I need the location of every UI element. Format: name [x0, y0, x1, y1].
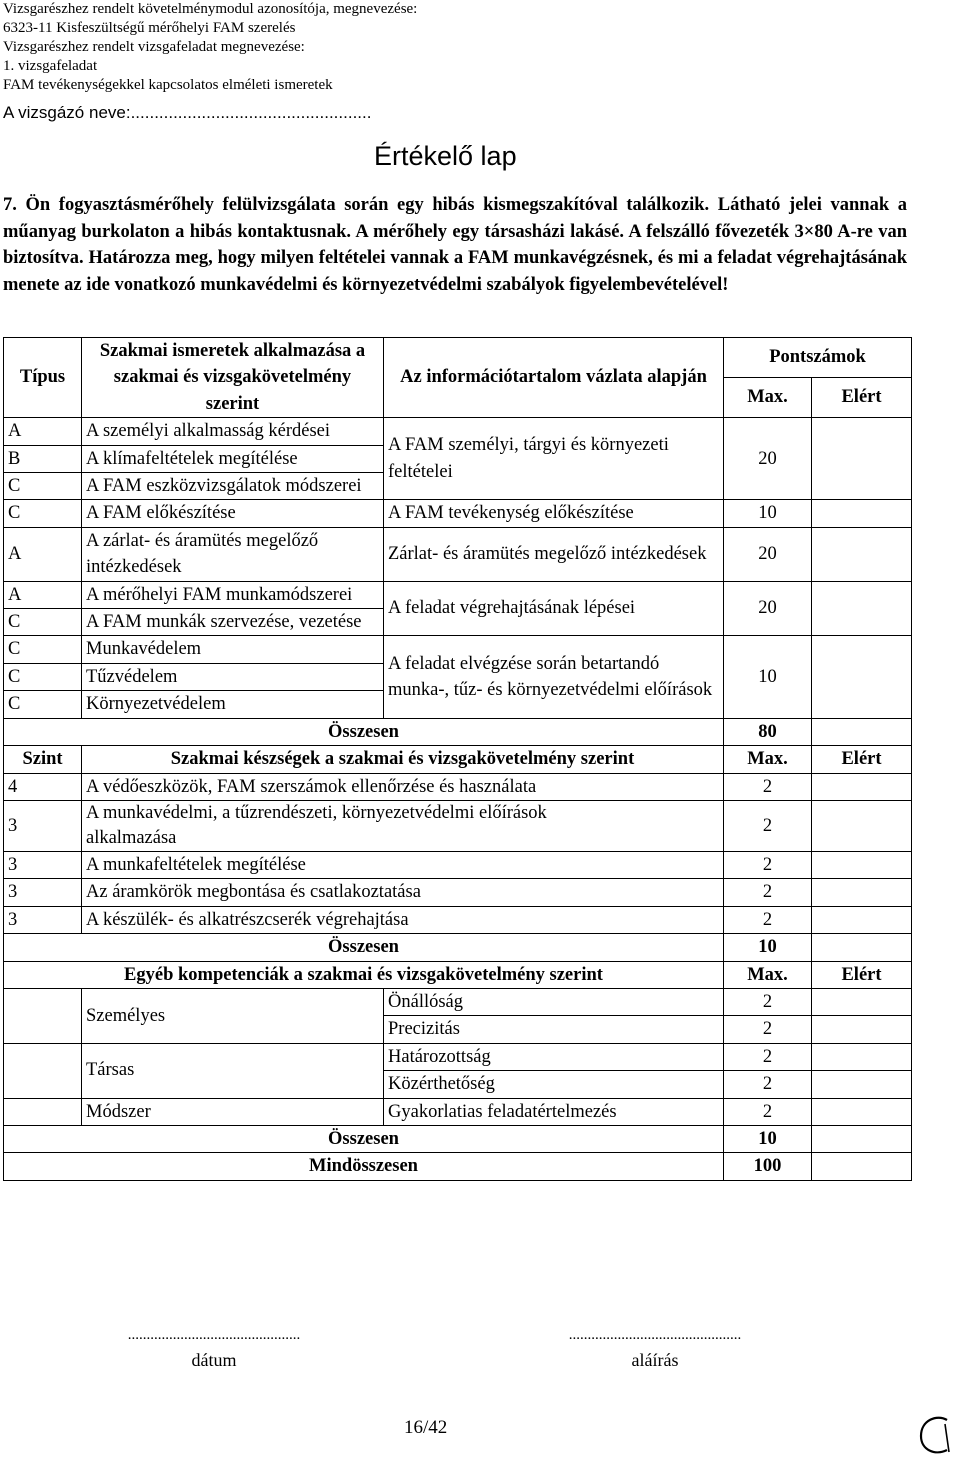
comp-category: Módszer	[82, 1098, 384, 1125]
document-header	[3, 0, 417, 95]
comp-max: 2	[724, 1016, 812, 1043]
skill-max: 2	[724, 879, 812, 906]
table-row	[4, 500, 912, 527]
header-tipus: Típus	[4, 338, 82, 418]
skills-header-row	[4, 746, 912, 773]
date-label: dátum	[191, 1350, 237, 1370]
comp-max: 2	[724, 1071, 812, 1098]
row-type: C	[4, 691, 82, 718]
comp-empty	[4, 988, 82, 1043]
row-text: A zárlat- és áramütés megelőző intézkedések	[82, 527, 384, 581]
sum-value: 10	[724, 1125, 812, 1152]
skill-row	[4, 773, 912, 800]
row-text: A FAM munkák szervezése, vezetése	[82, 609, 384, 636]
sum-elert[interactable]	[812, 934, 912, 961]
total-value: 100	[724, 1153, 812, 1180]
row-text: Környezetvédelem	[82, 691, 384, 718]
sum-value: 80	[724, 718, 812, 745]
header-comp-title: Egyéb kompetenciák a szakmai és vizsgakövetelmény szerint	[4, 961, 724, 988]
comp-row	[4, 1098, 912, 1125]
header-skills-title: Szakmai készségek a szakmai és vizsgakövetelmény szerint	[82, 746, 724, 773]
comp-elert[interactable]	[812, 1098, 912, 1125]
sum-elert[interactable]	[812, 1125, 912, 1152]
candidate-name-field: A vizsgázó neve:...................................................	[3, 103, 372, 122]
header-pontszamok: Pontszámok	[724, 338, 912, 378]
row-info: A FAM személyi, tárgyi és környezeti feltételei	[384, 418, 724, 500]
skill-level: 3	[4, 800, 82, 851]
header-line: 6323-11 Kisfeszültségű mérőhelyi FAM szerelés	[3, 20, 296, 36]
row-elert[interactable]	[812, 636, 912, 718]
date-signature-block	[79, 1327, 349, 1371]
header-szakmai: Szakmai ismeretek alkalmazása a szakmai és vizsgakövetelmény szerint	[82, 338, 384, 418]
comp-item: Gyakorlatias feladatértelmezés	[384, 1098, 724, 1125]
comp-item: Közérthetőség	[384, 1071, 724, 1098]
page-number: 16/42	[404, 1417, 448, 1438]
skill-elert[interactable]	[812, 851, 912, 878]
comp-elert[interactable]	[812, 1071, 912, 1098]
comp-max: 2	[724, 988, 812, 1015]
row-max: 20	[724, 581, 812, 636]
header-max: Max.	[724, 961, 812, 988]
table-row	[4, 418, 912, 445]
row-elert[interactable]	[812, 581, 912, 636]
comp-header-row	[4, 961, 912, 988]
skill-elert[interactable]	[812, 879, 912, 906]
row-text: A FAM eszközvizsgálatok módszerei	[82, 473, 384, 500]
row-max: 20	[724, 418, 812, 500]
row-type: A	[4, 418, 82, 445]
sum-row	[4, 718, 912, 745]
skill-text: Az áramkörök megbontása és csatlakoztatása	[82, 879, 724, 906]
signature-block	[520, 1327, 790, 1371]
task-description: 7. Ön fogyasztásmérőhely felülvizsgálata során egy hibás kismegszakítóval találkozik. Látható jelei vannak a műanyag burkolaton a hibás kontaktusnak. A mérőhely egy társasházi lakásé. A felszálló fővezeték 3×80 A-re van biztosítva. Határozza meg, hogy milyen feltételei vannak a FAM munkavégzésnek, és mi a feladat végrehajtásának menete az ide vonatkozó munkavédelmi és környezetvédelmi szabályok figyelembevételével!	[3, 195, 907, 295]
comp-category: Személyes	[82, 988, 384, 1043]
sum-value: 10	[724, 934, 812, 961]
table-row	[4, 636, 912, 663]
header-elert: Elért	[812, 961, 912, 988]
row-info: Zárlat- és áramütés megelőző intézkedések	[384, 527, 724, 581]
row-elert[interactable]	[812, 500, 912, 527]
row-text: Munkavédelem	[82, 636, 384, 663]
header-info: Az információtartalom vázlata alapján	[384, 338, 724, 418]
skill-max: 2	[724, 773, 812, 800]
signature-label: aláírás	[631, 1350, 679, 1370]
skill-row	[4, 851, 912, 878]
header-line: Vizsgarészhez rendelt vizsgafeladat megnevezése:	[3, 39, 305, 55]
row-max: 10	[724, 636, 812, 718]
publisher-logo-icon	[915, 1412, 955, 1463]
row-info: A FAM tevékenység előkészítése	[384, 500, 724, 527]
skill-max: 2	[724, 906, 812, 933]
skill-text: A készülék- és alkatrészcserék végrehajtása	[82, 906, 724, 933]
row-text: A FAM előkészítése	[82, 500, 384, 527]
row-text: A klímafeltételek megítélése	[82, 445, 384, 472]
skill-max: 2	[724, 851, 812, 878]
row-type: C	[4, 473, 82, 500]
skill-level: 3	[4, 906, 82, 933]
row-text: A mérőhelyi FAM munkamódszerei	[82, 581, 384, 608]
skill-elert[interactable]	[812, 800, 912, 851]
header-max: Max.	[724, 378, 812, 418]
signature-line[interactable]: ..............................................	[568, 1327, 742, 1343]
skill-text: A védőeszközök, FAM szerszámok ellenőrzése és használata	[82, 773, 724, 800]
evaluation-table	[3, 337, 912, 1181]
table-row	[4, 527, 912, 581]
header-elert: Elért	[812, 746, 912, 773]
total-elert[interactable]	[812, 1153, 912, 1180]
skill-level: 4	[4, 773, 82, 800]
comp-elert[interactable]	[812, 1043, 912, 1070]
skill-row	[4, 906, 912, 933]
header-line: Vizsgarészhez rendelt követelménymodul azonosítója, megnevezése:	[3, 1, 418, 17]
header-line: FAM tevékenységekkel kapcsolatos elméleti ismeretek	[3, 77, 333, 93]
row-elert[interactable]	[812, 418, 912, 500]
skill-max: 2	[724, 800, 812, 851]
row-info: A feladat végrehajtásának lépései	[384, 581, 724, 636]
comp-row	[4, 988, 912, 1015]
row-type: C	[4, 663, 82, 690]
skill-text: A munkafeltételek megítélése	[82, 851, 724, 878]
header-line: 1. vizsgafeladat	[3, 58, 98, 74]
skill-row	[4, 800, 912, 851]
comp-category: Társas	[82, 1043, 384, 1098]
row-text: A személyi alkalmasság kérdései	[82, 418, 384, 445]
table-row	[4, 581, 912, 608]
header-max: Max.	[724, 746, 812, 773]
total-label: Mindösszesen	[4, 1153, 724, 1180]
sum-label: Összesen	[4, 934, 724, 961]
skill-level: 3	[4, 879, 82, 906]
row-elert[interactable]	[812, 527, 912, 581]
row-type: C	[4, 609, 82, 636]
row-type: A	[4, 527, 82, 581]
comp-item: Önállóság	[384, 988, 724, 1015]
date-line[interactable]: ..............................................	[127, 1327, 301, 1343]
page-title: Értékelő lap	[374, 141, 517, 171]
row-info: A feladat elvégzése során betartandó munka-, tűz- és környezetvédelmi előírások	[384, 636, 724, 718]
comp-elert[interactable]	[812, 988, 912, 1015]
row-type: B	[4, 445, 82, 472]
row-max: 10	[724, 500, 812, 527]
header-elert: Elért	[812, 378, 912, 418]
comp-max: 2	[724, 1043, 812, 1070]
header-szint: Szint	[4, 746, 82, 773]
sum-row	[4, 1125, 912, 1152]
comp-elert[interactable]	[812, 1016, 912, 1043]
comp-empty	[4, 1043, 82, 1098]
skill-elert[interactable]	[812, 906, 912, 933]
sum-label: Összesen	[4, 1125, 724, 1152]
sum-label: Összesen	[4, 718, 724, 745]
comp-item: Precizitás	[384, 1016, 724, 1043]
skill-text: A munkavédelmi, a tűzrendészeti, környezetvédelmi előírások alkalmazása	[82, 800, 724, 851]
comp-empty	[4, 1098, 82, 1125]
row-text: Tűzvédelem	[82, 663, 384, 690]
row-max: 20	[724, 527, 812, 581]
skill-level: 3	[4, 851, 82, 878]
comp-row	[4, 1043, 912, 1070]
row-type: C	[4, 500, 82, 527]
comp-max: 2	[724, 1098, 812, 1125]
total-row	[4, 1153, 912, 1180]
skill-row	[4, 879, 912, 906]
comp-item: Határozottság	[384, 1043, 724, 1070]
row-type: C	[4, 636, 82, 663]
skill-elert[interactable]	[812, 773, 912, 800]
sum-row	[4, 934, 912, 961]
sum-elert[interactable]	[812, 718, 912, 745]
row-type: A	[4, 581, 82, 608]
